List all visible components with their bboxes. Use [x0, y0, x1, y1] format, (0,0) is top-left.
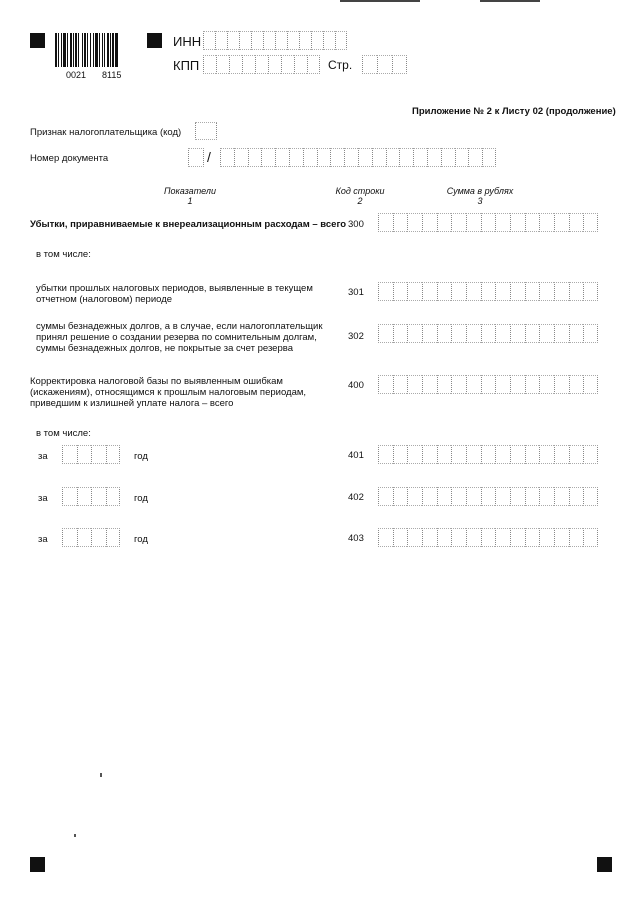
input-cell[interactable]	[91, 487, 106, 506]
row-302-label-line3: суммы безнадежных долгов, не покрытые за счет резерва	[36, 343, 293, 354]
input-cell[interactable]	[215, 31, 227, 50]
input-cell[interactable]	[407, 375, 422, 394]
input-cell[interactable]	[378, 324, 393, 343]
input-cell[interactable]	[466, 445, 481, 464]
input-cell[interactable]	[437, 213, 452, 232]
input-cell[interactable]	[510, 324, 525, 343]
input-cell[interactable]	[344, 148, 358, 167]
input-cell[interactable]	[422, 213, 437, 232]
row-302-code: 302	[348, 331, 364, 342]
input-cell[interactable]	[451, 282, 466, 301]
row-300-amount-field[interactable]	[378, 213, 598, 232]
input-cell[interactable]	[317, 148, 331, 167]
input-cell[interactable]	[62, 528, 77, 547]
input-cell[interactable]	[330, 148, 344, 167]
input-cell[interactable]	[569, 213, 584, 232]
input-cell[interactable]	[583, 213, 598, 232]
input-cell[interactable]	[407, 213, 422, 232]
input-cell[interactable]	[569, 282, 584, 301]
document-number-label: Номер документа	[30, 153, 109, 164]
document-number-prefix-field[interactable]	[188, 148, 204, 167]
kpp-label: КПП	[173, 58, 200, 73]
barcode-bar	[67, 33, 68, 67]
page-number-field[interactable]	[362, 55, 407, 74]
barcode	[55, 33, 133, 67]
barcode-bar	[107, 33, 109, 67]
barcode-number-right: 8115	[102, 70, 122, 80]
input-cell[interactable]	[495, 528, 510, 547]
row-401-code: 401	[348, 450, 364, 461]
input-cell[interactable]	[481, 375, 496, 394]
row-301-label-line2: отчетном (налоговом) периоде	[36, 294, 173, 305]
input-cell[interactable]	[77, 445, 92, 464]
row-402-amount-field[interactable]	[378, 487, 598, 506]
input-cell[interactable]	[289, 148, 303, 167]
input-cell[interactable]	[106, 528, 121, 547]
input-cell[interactable]	[495, 445, 510, 464]
input-cell[interactable]	[482, 148, 496, 167]
input-cell[interactable]	[399, 148, 413, 167]
input-cell[interactable]	[294, 55, 307, 74]
barcode-bar	[78, 33, 79, 67]
column-header-line-code-num: 2	[357, 196, 363, 206]
input-cell[interactable]	[510, 445, 525, 464]
input-cell[interactable]	[539, 324, 554, 343]
scan-edge-line	[480, 0, 540, 2]
input-cell[interactable]	[451, 445, 466, 464]
input-cell[interactable]	[220, 148, 234, 167]
input-cell[interactable]	[554, 282, 569, 301]
input-cell[interactable]	[437, 528, 452, 547]
row-301-code: 301	[348, 287, 364, 298]
input-cell[interactable]	[248, 148, 262, 167]
input-cell[interactable]	[554, 445, 569, 464]
inn-label: ИНН	[173, 34, 202, 49]
input-cell[interactable]	[525, 213, 540, 232]
input-cell[interactable]	[393, 528, 408, 547]
input-cell[interactable]	[378, 528, 393, 547]
input-cell[interactable]	[378, 445, 393, 464]
input-cell[interactable]	[378, 213, 393, 232]
page-label: Стр.	[328, 58, 353, 72]
input-cell[interactable]	[427, 148, 441, 167]
input-cell[interactable]	[422, 324, 437, 343]
barcode-bar	[70, 33, 72, 67]
input-cell[interactable]	[539, 375, 554, 394]
input-cell[interactable]	[311, 31, 323, 50]
input-cell[interactable]	[495, 282, 510, 301]
input-cell[interactable]	[569, 487, 584, 506]
taxpayer-sign-label: Признак налогоплательщика (код)	[30, 127, 182, 138]
row-302-label-line2: принял решение о создании резерва по сомнительным долгам,	[36, 332, 317, 343]
row-403-suffix: год	[134, 534, 148, 545]
input-cell[interactable]	[299, 31, 311, 50]
row-302-amount-field[interactable]	[378, 324, 598, 343]
kpp-field[interactable]	[203, 55, 320, 74]
column-header-amount-num: 3	[477, 196, 483, 206]
input-cell[interactable]	[569, 528, 584, 547]
barcode-bar	[95, 33, 98, 67]
barcode-bar	[55, 33, 57, 67]
row-403-code: 403	[348, 533, 364, 544]
input-cell[interactable]	[307, 55, 320, 74]
input-cell[interactable]	[275, 31, 287, 50]
row-401-suffix: год	[134, 451, 148, 462]
input-cell[interactable]	[510, 375, 525, 394]
input-cell[interactable]	[554, 487, 569, 506]
input-cell[interactable]	[188, 148, 204, 167]
row-300-code: 300	[348, 219, 364, 230]
barcode-bar	[73, 33, 74, 67]
input-cell[interactable]	[510, 487, 525, 506]
row-403-year-field[interactable]	[62, 528, 120, 547]
barcode-bar	[82, 33, 83, 67]
input-cell[interactable]	[455, 148, 469, 167]
barcode-bar	[110, 33, 111, 67]
input-cell[interactable]	[275, 148, 289, 167]
corner-marker-top-right-of-barcode	[147, 33, 162, 48]
input-cell[interactable]	[378, 487, 393, 506]
input-cell[interactable]	[216, 55, 229, 74]
row-402-code: 402	[348, 492, 364, 503]
input-cell[interactable]	[481, 528, 496, 547]
input-cell[interactable]	[554, 324, 569, 343]
input-cell[interactable]	[393, 445, 408, 464]
input-cell[interactable]	[372, 148, 386, 167]
input-cell[interactable]	[583, 282, 598, 301]
input-cell[interactable]	[407, 487, 422, 506]
row-400-code: 400	[348, 380, 364, 391]
input-cell[interactable]	[303, 148, 317, 167]
input-cell[interactable]	[358, 148, 372, 167]
input-cell[interactable]	[510, 213, 525, 232]
input-cell[interactable]	[583, 528, 598, 547]
row-402-prefix: за	[38, 493, 48, 504]
input-cell[interactable]	[437, 487, 452, 506]
row-402-year-field[interactable]	[62, 487, 120, 506]
barcode-bar	[93, 33, 94, 67]
input-cell[interactable]	[466, 487, 481, 506]
barcode-bar	[99, 33, 100, 67]
row-401-year-field[interactable]	[62, 445, 120, 464]
input-cell[interactable]	[451, 213, 466, 232]
input-cell[interactable]	[539, 213, 554, 232]
input-cell[interactable]	[495, 213, 510, 232]
scan-speck	[100, 773, 102, 777]
input-cell[interactable]	[437, 445, 452, 464]
input-cell[interactable]	[539, 487, 554, 506]
document-number-separator: /	[207, 149, 211, 165]
input-cell[interactable]	[323, 31, 335, 50]
input-cell[interactable]	[407, 528, 422, 547]
appendix-title: Приложение № 2 к Листу 02 (продолжение)	[412, 106, 616, 117]
input-cell[interactable]	[510, 528, 525, 547]
input-cell[interactable]	[377, 55, 392, 74]
input-cell[interactable]	[481, 445, 496, 464]
input-cell[interactable]	[495, 487, 510, 506]
row-301-amount-field[interactable]	[378, 282, 598, 301]
input-cell[interactable]	[466, 213, 481, 232]
input-cell[interactable]	[62, 487, 77, 506]
input-cell[interactable]	[437, 282, 452, 301]
input-cell[interactable]	[495, 375, 510, 394]
barcode-bar	[115, 33, 118, 67]
input-cell[interactable]	[407, 445, 422, 464]
input-cell[interactable]	[468, 148, 482, 167]
input-cell[interactable]	[106, 445, 121, 464]
input-cell[interactable]	[525, 324, 540, 343]
input-cell[interactable]	[234, 148, 248, 167]
row-400-amount-field[interactable]	[378, 375, 598, 394]
input-cell[interactable]	[392, 55, 407, 74]
input-cell[interactable]	[378, 375, 393, 394]
inn-field[interactable]	[203, 31, 347, 50]
input-cell[interactable]	[229, 55, 242, 74]
input-cell[interactable]	[281, 55, 294, 74]
input-cell[interactable]	[451, 375, 466, 394]
row-403-prefix: за	[38, 534, 48, 545]
column-header-line-code: Код строки	[335, 186, 385, 196]
input-cell[interactable]	[525, 487, 540, 506]
input-cell[interactable]	[422, 528, 437, 547]
input-cell[interactable]	[77, 528, 92, 547]
input-cell[interactable]	[378, 282, 393, 301]
input-cell[interactable]	[239, 31, 251, 50]
input-cell[interactable]	[407, 324, 422, 343]
input-cell[interactable]	[583, 324, 598, 343]
barcode-number-left: 0021	[66, 70, 87, 80]
document-number-field[interactable]	[220, 148, 496, 167]
input-cell[interactable]	[525, 528, 540, 547]
row-302-label-line1: суммы безнадежных долгов, а в случае, если налогоплательщик	[36, 321, 323, 332]
input-cell[interactable]	[451, 487, 466, 506]
input-cell[interactable]	[539, 528, 554, 547]
input-cell[interactable]	[466, 528, 481, 547]
row-400-label-line3: приведшим к излишней уплате налога – всего	[30, 398, 234, 409]
input-cell[interactable]	[422, 487, 437, 506]
row-403-amount-field[interactable]	[378, 528, 598, 547]
input-cell[interactable]	[393, 375, 408, 394]
barcode-bar	[84, 33, 86, 67]
barcode-bar	[63, 33, 66, 67]
scan-speck	[74, 834, 76, 837]
input-cell[interactable]	[91, 445, 106, 464]
input-cell[interactable]	[386, 148, 400, 167]
taxpayer-sign-field[interactable]	[195, 122, 217, 140]
input-cell[interactable]	[481, 487, 496, 506]
corner-marker-top-left	[30, 33, 45, 48]
input-cell[interactable]	[466, 324, 481, 343]
input-cell[interactable]	[441, 148, 455, 167]
row-400-label-line2: (искажениям), относящимся к прошлым налоговым периодам,	[30, 387, 307, 398]
input-cell[interactable]	[106, 487, 121, 506]
input-cell[interactable]	[413, 148, 427, 167]
input-cell[interactable]	[62, 445, 77, 464]
input-cell[interactable]	[437, 375, 452, 394]
including-label-2: в том числе:	[36, 428, 91, 439]
input-cell[interactable]	[451, 324, 466, 343]
barcode-bar	[75, 33, 77, 67]
row-400-label-line1: Корректировка налоговой базы по выявленным ошибкам	[30, 376, 283, 387]
input-cell[interactable]	[195, 122, 217, 140]
input-cell[interactable]	[569, 445, 584, 464]
row-401-amount-field[interactable]	[378, 445, 598, 464]
column-header-indicators-num: 1	[187, 196, 193, 206]
input-cell[interactable]	[203, 55, 216, 74]
input-cell[interactable]	[466, 282, 481, 301]
input-cell[interactable]	[539, 445, 554, 464]
input-cell[interactable]	[481, 324, 496, 343]
input-cell[interactable]	[554, 213, 569, 232]
input-cell[interactable]	[481, 282, 496, 301]
input-cell[interactable]	[287, 31, 299, 50]
barcode-bar	[90, 33, 91, 67]
input-cell[interactable]	[251, 31, 263, 50]
input-cell[interactable]	[261, 148, 275, 167]
row-402-suffix: год	[134, 493, 148, 504]
input-cell[interactable]	[525, 445, 540, 464]
row-300-label: Убытки, приравниваемые к внереализационным расходам – всего	[30, 219, 347, 230]
barcode-bar	[58, 33, 59, 67]
input-cell[interactable]	[393, 487, 408, 506]
input-cell[interactable]	[268, 55, 281, 74]
input-cell[interactable]	[255, 55, 268, 74]
input-cell[interactable]	[437, 324, 452, 343]
corner-marker-bottom-left	[30, 857, 45, 872]
input-cell[interactable]	[451, 528, 466, 547]
input-cell[interactable]	[422, 445, 437, 464]
input-cell[interactable]	[393, 282, 408, 301]
column-header-indicators: Показатели	[164, 186, 216, 196]
input-cell[interactable]	[263, 31, 275, 50]
barcode-bar	[102, 33, 103, 67]
input-cell[interactable]	[227, 31, 239, 50]
input-cell[interactable]	[583, 375, 598, 394]
input-cell[interactable]	[495, 324, 510, 343]
input-cell[interactable]	[481, 213, 496, 232]
input-cell[interactable]	[554, 375, 569, 394]
scan-edge-line	[340, 0, 420, 2]
input-cell[interactable]	[422, 375, 437, 394]
input-cell[interactable]	[422, 282, 437, 301]
input-cell[interactable]	[335, 31, 347, 50]
input-cell[interactable]	[393, 324, 408, 343]
including-label-1: в том числе:	[36, 249, 91, 260]
input-cell[interactable]	[466, 375, 481, 394]
input-cell[interactable]	[569, 375, 584, 394]
input-cell[interactable]	[407, 282, 422, 301]
input-cell[interactable]	[569, 324, 584, 343]
input-cell[interactable]	[583, 487, 598, 506]
barcode-bar	[87, 33, 88, 67]
input-cell[interactable]	[91, 528, 106, 547]
input-cell[interactable]	[510, 282, 525, 301]
input-cell[interactable]	[242, 55, 255, 74]
input-cell[interactable]	[77, 487, 92, 506]
input-cell[interactable]	[203, 31, 215, 50]
row-401-prefix: за	[38, 451, 48, 462]
column-header-amount: Сумма в рублях	[446, 186, 514, 196]
barcode-bar	[104, 33, 105, 67]
barcode-bar	[61, 33, 62, 67]
input-cell[interactable]	[525, 375, 540, 394]
input-cell[interactable]	[539, 282, 554, 301]
input-cell[interactable]	[525, 282, 540, 301]
corner-marker-bottom-right	[597, 857, 612, 872]
row-301-label-line1: убытки прошлых налоговых периодов, выявленные в текущем	[36, 283, 313, 294]
input-cell[interactable]	[554, 528, 569, 547]
input-cell[interactable]	[583, 445, 598, 464]
barcode-bar	[112, 33, 114, 67]
input-cell[interactable]	[362, 55, 377, 74]
input-cell[interactable]	[393, 213, 408, 232]
